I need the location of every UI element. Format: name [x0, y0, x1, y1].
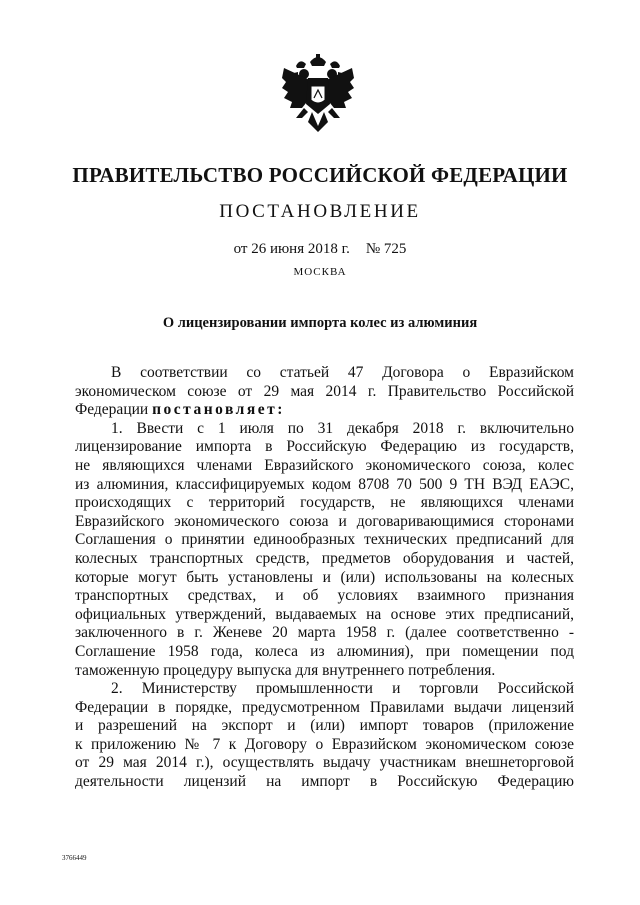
text-line: таможенную процедуру выпуска для внутреннего потребления.	[75, 661, 496, 679]
city: МОСКВА	[293, 266, 347, 278]
text-line: не являющихся членами Евразийского экономического союза, колес	[75, 456, 574, 474]
text-line: которые могут быть установлены и (или) использованы на колесных	[75, 568, 574, 586]
text-line: Евразийского экономического союза и договаривающимися сторонами	[75, 512, 574, 530]
text-line	[75, 401, 574, 420]
text-line: Соглашение 1958 года, колеса из алюминия), при помещении под	[75, 642, 574, 660]
text-line: В соответствии со статьей 47 Договора о Евразийском	[111, 364, 574, 381]
coat-of-arms-icon	[276, 52, 360, 142]
text-line: официальных утверждений, выдаваемых на основе этих предписаний,	[75, 605, 574, 623]
text-line: лицензирование импорта в Российскую Федерацию из государств,	[75, 438, 574, 456]
text-line: Соглашения о принятии единообразных технических предписаний для	[75, 531, 574, 549]
organization-name: ПРАВИТЕЛЬСТВО РОССИЙСКОЙ ФЕДЕРАЦИИ	[72, 163, 568, 187]
date-line	[0, 241, 640, 258]
text-line: и разрешений на экспорт и (или) импорт товаров (приложение	[75, 717, 574, 735]
text-line: к приложению № 7 к Договору о Евразийском экономическом союзе	[75, 735, 574, 753]
document-body	[75, 364, 574, 792]
text-line: 2. Министерству промышленности и торговли Российской	[111, 680, 574, 698]
document-title: О лицензировании импорта колес из алюминия	[162, 315, 478, 331]
document-date: от 26 июня 2018 г.	[233, 241, 350, 257]
footer-code: 3766449	[62, 854, 87, 862]
text-line: 1. Ввести с 1 июля по 31 декабря 2018 г. включительно	[111, 419, 574, 437]
text-line: происходящих с территорий государств, не являющихся членами	[75, 494, 574, 512]
document-type: ПОСТАНОВЛЕНИЕ	[219, 201, 421, 222]
text-line: колесных транспортных средств, предметов оборудования и частей,	[75, 549, 574, 567]
text-line: Федерации в порядке, предусмотренном Правилами выдачи лицензий	[75, 698, 574, 716]
text-line: деятельности лицензий на импорт в Российскую Федерацию	[75, 773, 574, 791]
text-fragment: Федерации	[75, 401, 149, 419]
text-line: транспортных средствах, и об условиях взаимного признания	[75, 587, 574, 605]
document-number: № 725	[365, 241, 407, 257]
text-line: заключенного в г. Женеве 20 марта 1958 г. (далее соответственно -	[75, 624, 574, 642]
text-line: из алюминия, классифицируемых кодом 8708 70 500 9 ТН ВЭД ЕАЭС,	[75, 475, 574, 493]
decree-word: постановляет:	[152, 401, 285, 419]
text-line: экономическом союзе от 29 мая 2014 г. Правительство Российской	[75, 382, 574, 400]
text-line: от 29 мая 2014 г.), осуществлять выдачу участникам внешнеторговой	[75, 754, 574, 772]
